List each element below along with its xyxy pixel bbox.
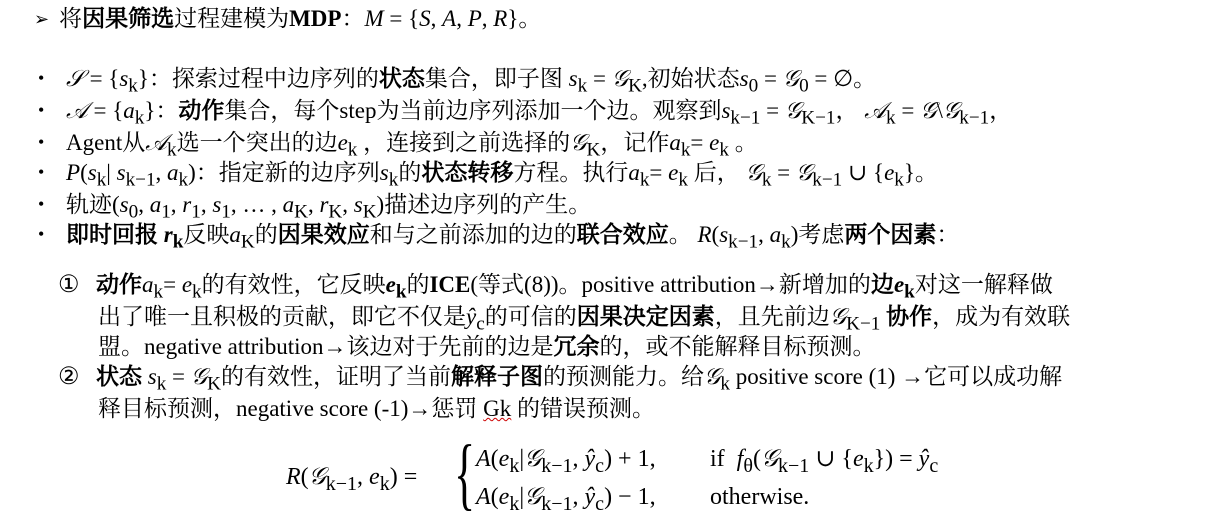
bullet-action-set: • 𝒜 = $\{a_k\}$：动作集合，每个step为当前边序列添加一个边。观察到$s_{k-1}$ = 𝒢$_{K-1}$， 𝒜$_k$ = 𝒢\𝒢$_{k-1}$， [38,96,1012,134]
formula-condition-1: if $f_\theta(𝒢_{k-1}$ ∪ $\{e_k\}$) = $ŷ_c$ [710,446,939,477]
circled-one-icon: ① [58,272,80,298]
bullet-dot-icon: • [38,132,45,152]
formula-case-1: $A(e_k|𝒢_{k-1}$, $ŷ_c) + 1$, [476,446,656,477]
left-brace-icon: { [454,430,476,518]
bullet-state-set: • 𝒮 = $\{s_k\}$：探索过程中边序列的状态集合，即子图 $s_k$ = 𝒢$_K$,初始状态$s_0$ = 𝒢$_0$ = ∅。 [38,64,876,102]
formula-case-2: $A(e_k|𝒢_{k-1}$, $ŷ_c) - 1$, [476,484,656,515]
bullet-transition: • $P(s_k|$ $s_{k-1}$, $a_k$)：指定新的边序列$s_k$的状态转移方程。执行$a_k= e_k$ 后， 𝒢$_k$ = 𝒢$_{k-1}$ ∪ $\{e_k\}$。 [38,158,938,196]
arrow-bullet-icon: ➢ [34,9,50,29]
factor-2-line-1: ② 状态 $s_k$ = 𝒢$_K$的有效性，证明了当前解释子图的预测能力。给𝒢$_k$ positive score (1) →它可以成功解 [58,364,1063,395]
bullet-dot-icon: • [38,194,45,214]
circled-two-icon: ② [58,364,80,390]
factor-1-line-3: 盟。negative attribution→该边对于先前的边是冗余的，或不能解释目标预测。 [98,334,876,359]
formula-condition-2: otherwise. [710,484,810,510]
factor-1-line-2: 出了唯一且积极的贡献，即它不仅是$ŷ_c$的可信的因果决定因素，且先前边𝒢$_{K-1}$ 协作，成为有效联 [98,304,1071,335]
bullet-reward: • 即时回报 $r_k$反映$a_K$的因果效应和与之前添加的边的联合效应。 $R(s_{k-1}$, $a_k$)考虑两个因素： [38,220,959,258]
factor-1-line-1: ① 动作$a_k= e_k$的有效性，它反映$e_k$的ICE(等式(8))。positive attribution→新增加的边$e_k$对这一解释做 [58,272,1053,303]
bullet-dot-icon: • [38,68,45,88]
bullet-dot-icon: • [38,224,45,244]
bullet-dot-icon: • [38,100,45,120]
bullet-agent: • Agent从𝒜$_k$选一个突出的边$e_k$ ，连接到之前选择的𝒢$_K$，记作$a_k= e_k$ 。 [38,128,758,166]
bullet-trajectory: • 轨迹($s_0$, $a_1$, $r_1$, $s_1$, … , $a_K$, $r_K$, $s_K$)描述边序列的产生。 [38,190,591,228]
heading-line: ➢ 将因果筛选过程建模为MDP：M = {S, A, P, R}。 [34,6,542,31]
factor-2-line-2: 释目标预测，negative score (-1)→惩罚 Gk 的错误预测。 [98,396,656,421]
bullet-dot-icon: • [38,162,45,182]
formula-lhs: R(𝒢$_{k-1}$, $e_k$) = [286,464,418,495]
